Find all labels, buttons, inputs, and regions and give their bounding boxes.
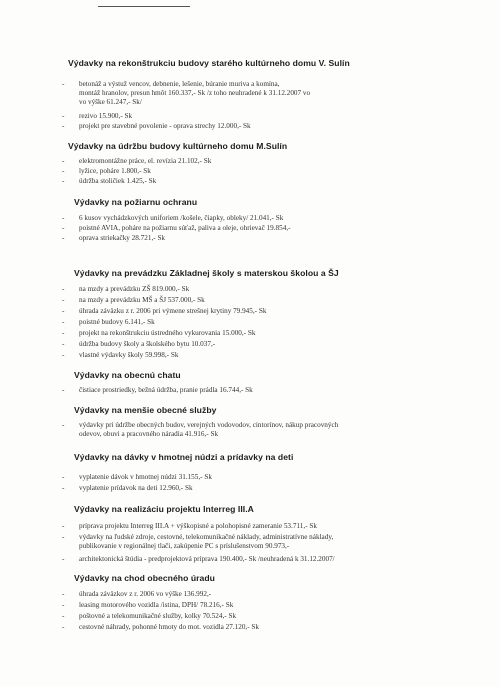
section-heading: Výdavky na realizáciu projektu Interreg III.A xyxy=(74,504,254,514)
section-heading: Výdavky na rekonštrukciu budovy starého kultúrneho domu V. Sulín xyxy=(68,58,350,68)
section-heading: Výdavky na menšie obecné služby xyxy=(74,405,217,415)
section-heading: Výdavky na obecnú chatu xyxy=(74,370,181,380)
section-heading: Výdavky na prevádzku Základnej školy s materskou školou a ŠJ xyxy=(74,268,339,278)
section-heading: Výdavky na dávky v hmotnej núdzi a prídavky na deti xyxy=(74,452,294,462)
section-heading: Výdavky na požiarnu ochranu xyxy=(74,197,198,207)
section-heading: Výdavky na chod obecného úradu xyxy=(74,573,215,583)
section-heading: Výdavky na údržbu budovy kultúrneho domu M.Sulín xyxy=(68,141,288,151)
top-rule xyxy=(98,6,190,7)
